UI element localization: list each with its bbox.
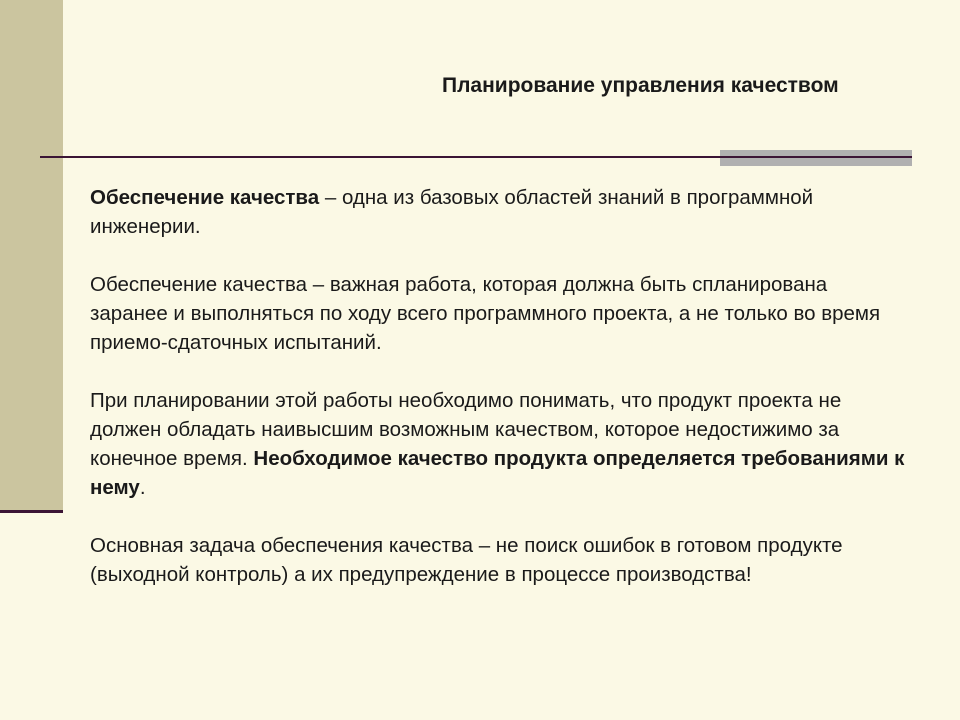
paragraph-1-text: – одна из базовых областей знаний в программной инженерии. [90, 186, 814, 238]
paragraph-1-term: Обеспечение качества [90, 186, 320, 209]
paragraph-4-text: Основная задача обеспечения качества – не поиск ошибок в готовом продукте (выходной контроль) а их предупреждение в процессе производства! [90, 534, 843, 586]
paragraph-2-text: Обеспечение качества – важная работа, которая должна быть спланирована заранее и выполняться по ходу всего программного проекта, а не только во время приемо-сдаточных испытаний. [90, 273, 881, 354]
left-decor-line [0, 510, 63, 513]
paragraph-1 [90, 183, 910, 241]
paragraph-3-end: . [139, 476, 146, 499]
paragraph-3-emphasis: Необходимое качество продукта определяется требованиями к нему [90, 447, 905, 499]
paragraph-3-text: При планировании этой работы необходимо понимать, что продукт проекта не должен обладать наивысшим возможным качеством, которое недостижимо за конечное время. [90, 389, 842, 470]
paragraph-4 [90, 531, 910, 589]
paragraph-2 [90, 270, 910, 357]
title-divider-accent [720, 150, 912, 166]
title-divider-accent-line [720, 156, 912, 158]
paragraph-3 [90, 386, 910, 502]
slide-title: Планирование управления качеством [442, 74, 839, 97]
left-decor-strip [0, 0, 63, 512]
slide-body [90, 183, 910, 618]
